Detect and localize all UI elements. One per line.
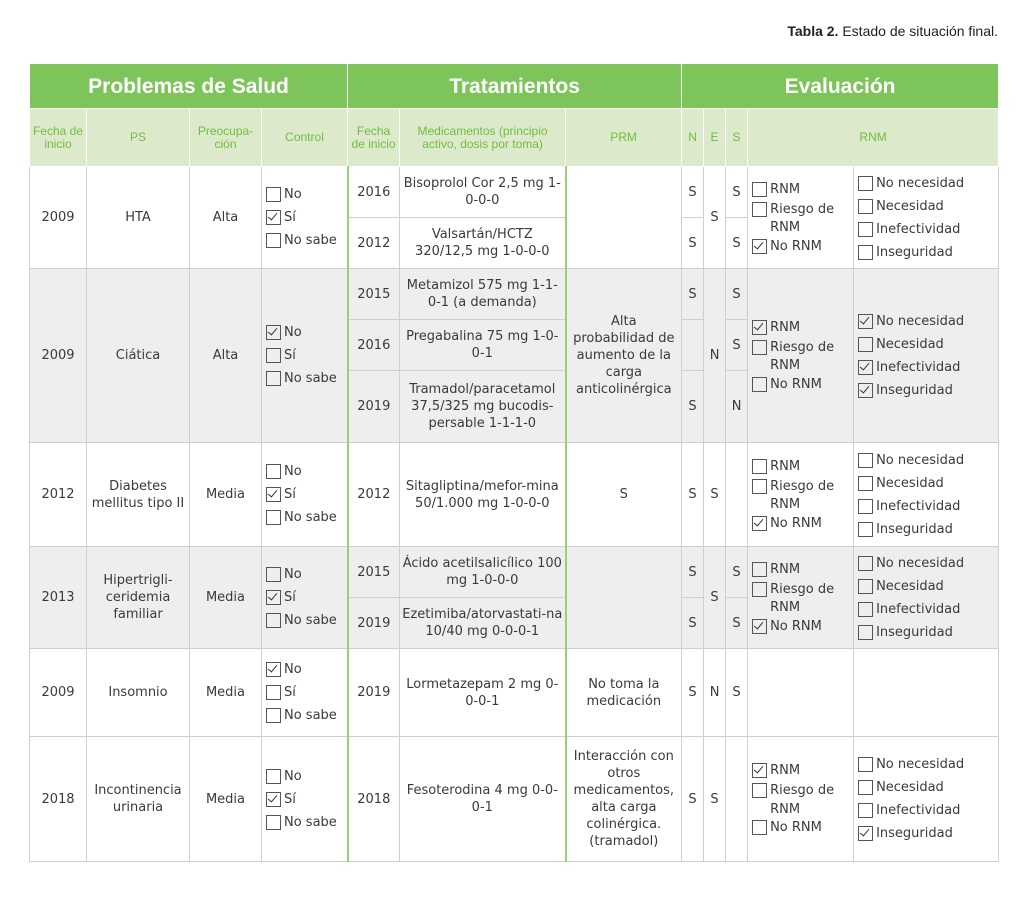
necesidad-option (858, 333, 996, 356)
cell-fecha-tratamiento: 2019 (348, 371, 400, 443)
unchecked-box-icon (858, 522, 873, 537)
cell-preocupacion: Media (190, 547, 262, 649)
control-no (266, 658, 345, 681)
cell-medicamento: Pregabalina 75 mg 1-0-0-1 (400, 320, 566, 371)
table-body (30, 167, 999, 862)
control-si (266, 483, 345, 506)
cell-prm: S (566, 443, 682, 547)
no-necesidad-option (858, 310, 996, 333)
unchecked-box-icon (266, 348, 281, 363)
checked-box-icon (752, 516, 767, 531)
checkbox-label: No (284, 662, 302, 677)
cell-e: S (704, 547, 726, 649)
control-no (266, 183, 345, 206)
no-necesidad-option (858, 753, 996, 776)
cell-preocupacion: Media (190, 737, 262, 862)
riesgo-option-line2: RNM (770, 600, 801, 615)
control-no (266, 765, 345, 788)
unchecked-box-icon (858, 337, 873, 352)
unchecked-box-icon (266, 815, 281, 830)
control-si (266, 586, 345, 609)
unchecked-box-icon (266, 708, 281, 723)
checkbox-label: No necesidad (876, 757, 965, 772)
cell-s: S (726, 598, 748, 649)
checkbox-label: Riesgo de (770, 783, 835, 798)
inseguridad-option (858, 379, 996, 402)
col-e: E (704, 109, 726, 167)
control-no-sabe (266, 229, 345, 252)
necesidad-option (858, 776, 996, 799)
unchecked-box-icon (858, 780, 873, 795)
checkbox-label: Inseguridad (876, 624, 953, 640)
control-no (266, 563, 345, 586)
unchecked-box-icon (752, 783, 767, 798)
inefectividad-option (858, 598, 996, 621)
control-no-sabe (266, 506, 345, 529)
col-s: S (726, 109, 748, 167)
necesidad-option (858, 472, 996, 495)
unchecked-box-icon (858, 453, 873, 468)
rnm-option (752, 761, 851, 781)
unchecked-box-icon (752, 562, 767, 577)
col-preocupacion: Preocupa-ción (190, 109, 262, 167)
inseguridad-option (858, 518, 996, 541)
unchecked-box-icon (858, 556, 873, 571)
cell-control (262, 649, 348, 737)
unchecked-box-icon (858, 245, 873, 260)
riesgo-option-line (752, 199, 851, 219)
cell-n (682, 320, 704, 371)
checkbox-label: Riesgo de (770, 339, 835, 355)
cell-n: S (682, 269, 704, 320)
checkbox-label: No RNM (770, 618, 822, 634)
checkbox-label: No necesidad (876, 175, 965, 191)
cell-s: S (726, 320, 748, 371)
cell-fecha-tratamiento: 2019 (348, 598, 400, 649)
unchecked-box-icon (858, 499, 873, 514)
checkbox-label: Necesidad (876, 198, 944, 214)
checkbox-label: No necesidad (876, 452, 965, 468)
control-si (266, 788, 345, 811)
riesgo-option (752, 579, 851, 616)
cell-s: N (726, 371, 748, 443)
rnm-option (752, 559, 851, 579)
riesgo-option (752, 337, 851, 374)
necesidad-option (858, 575, 996, 598)
checkbox-label: No sabe (284, 510, 337, 525)
cell-s: S (726, 218, 748, 269)
cell-rnm-right (854, 649, 999, 737)
col-fecha-tratamiento: Fecha de inicio (348, 109, 400, 167)
cell-fecha: 2009 (30, 167, 87, 269)
cell-n: S (682, 443, 704, 547)
col-n: N (682, 109, 704, 167)
cell-rnm-left (748, 649, 854, 737)
control-no-sabe (266, 811, 345, 834)
cell-prm: Alta probabilidad de aumento de la carga anticolinérgica (566, 269, 682, 443)
group-header-evaluacion: Evaluación (682, 64, 999, 109)
unchecked-box-icon (266, 464, 281, 479)
cell-n: S (682, 649, 704, 737)
cell-n: S (682, 737, 704, 862)
cell-e: N (704, 649, 726, 737)
checked-box-icon (858, 314, 873, 329)
unchecked-box-icon (858, 803, 873, 818)
col-control: Control (262, 109, 348, 167)
caption-text: Estado de situación final. (838, 23, 998, 39)
cell-prm (566, 547, 682, 649)
control-no (266, 321, 345, 344)
riesgo-option-line (752, 476, 851, 496)
no-necesidad-option (858, 172, 996, 195)
unchecked-box-icon (752, 340, 767, 355)
checkbox-label: No (284, 464, 302, 479)
unchecked-box-icon (858, 222, 873, 237)
unchecked-box-icon (266, 769, 281, 784)
cell-control (262, 547, 348, 649)
checkbox-label: Inseguridad (876, 382, 953, 398)
checkbox-label: Inefectividad (876, 498, 961, 514)
riesgo-option (752, 476, 851, 513)
cell-rnm-left (748, 269, 854, 443)
cell-e: S (704, 443, 726, 547)
cell-medicamento: Ácido acetilsalicílico 100 mg 1-0-0-0 (400, 547, 566, 598)
checkbox-label: Necesidad (876, 336, 944, 352)
checkbox-label: Inefectividad (876, 601, 961, 617)
inefectividad-option (858, 799, 996, 822)
checkbox-label: No sabe (284, 814, 337, 830)
cell-fecha: 2009 (30, 269, 87, 443)
cell-n: S (682, 167, 704, 218)
col-medicamentos: Medicamentos (principio activo, dosis por toma) (400, 109, 566, 167)
no-necesidad-option (858, 449, 996, 472)
cell-fecha: 2009 (30, 649, 87, 737)
unchecked-box-icon (266, 371, 281, 386)
unchecked-box-icon (266, 510, 281, 525)
cell-s: S (726, 167, 748, 218)
checkbox-label: Inseguridad (876, 521, 953, 537)
checkbox-label: Sí (284, 685, 296, 700)
cell-s: S (726, 547, 748, 598)
unchecked-box-icon (858, 176, 873, 191)
cell-n: S (682, 547, 704, 598)
cell-fecha: 2012 (30, 443, 87, 547)
inefectividad-option (858, 218, 996, 241)
no-rnm-option (752, 236, 851, 256)
cell-fecha-tratamiento: 2015 (348, 547, 400, 598)
riesgo-option (752, 199, 851, 236)
cell-medicamento: Tramadol/paracetamol 37,5/325 mg bucodis-persable 1-1-1-0 (400, 371, 566, 443)
unchecked-box-icon (266, 685, 281, 700)
unchecked-box-icon (858, 625, 873, 640)
cell-ps: Hipertrigli-ceridemia familiar (87, 547, 190, 649)
health-status-table (29, 63, 999, 862)
cell-ps: Insomnio (87, 649, 190, 737)
group-header-tratamientos: Tratamientos (348, 64, 682, 109)
checkbox-label: RNM (770, 181, 801, 197)
unchecked-box-icon (266, 233, 281, 248)
unchecked-box-icon (858, 602, 873, 617)
unchecked-box-icon (858, 579, 873, 594)
checkbox-label: Sí (284, 791, 296, 807)
cell-medicamento: Metamizol 575 mg 1-1-0-1 (a demanda) (400, 269, 566, 320)
unchecked-box-icon (266, 187, 281, 202)
riesgo-option (752, 781, 851, 818)
cell-rnm-right (854, 737, 999, 862)
checkbox-label: No sabe (284, 708, 337, 723)
cell-medicamento: Lormetazepam 2 mg 0-0-0-1 (400, 649, 566, 737)
checkbox-label: RNM (770, 319, 801, 335)
cell-rnm-right (854, 443, 999, 547)
checkbox-label: No necesidad (876, 313, 965, 329)
cell-rnm-left (748, 167, 854, 269)
rnm-option (752, 456, 851, 476)
cell-n: S (682, 598, 704, 649)
unchecked-box-icon (266, 613, 281, 628)
checked-box-icon (752, 619, 767, 634)
cell-fecha-tratamiento: 2016 (348, 320, 400, 371)
checked-box-icon (266, 487, 281, 502)
cell-fecha-tratamiento: 2012 (348, 218, 400, 269)
riesgo-option-line (752, 337, 851, 357)
col-rnm: RNM (748, 109, 999, 167)
checkbox-label: Inefectividad (876, 803, 961, 818)
checkbox-label: Sí (284, 590, 296, 605)
checkbox-label: Necesidad (876, 475, 944, 491)
no-rnm-option (752, 374, 851, 394)
table-row (30, 547, 999, 598)
cell-control (262, 443, 348, 547)
checked-box-icon (266, 662, 281, 677)
unchecked-box-icon (752, 459, 767, 474)
cell-s (726, 443, 748, 547)
unchecked-box-icon (266, 567, 281, 582)
checkbox-label: No sabe (284, 613, 337, 628)
necesidad-option (858, 195, 996, 218)
cell-rnm-left (748, 737, 854, 862)
riesgo-option-line2: RNM (770, 358, 801, 373)
table-caption (787, 23, 998, 39)
cell-fecha: 2013 (30, 547, 87, 649)
cell-s: S (726, 649, 748, 737)
table-row (30, 443, 999, 547)
col-ps: PS (87, 109, 190, 167)
unchecked-box-icon (752, 377, 767, 392)
checked-box-icon (266, 325, 281, 340)
unchecked-box-icon (752, 820, 767, 835)
cell-rnm-right (854, 269, 999, 443)
inseguridad-option (858, 241, 996, 264)
checkbox-label: No RNM (770, 376, 822, 392)
rnm-option (752, 317, 851, 337)
riesgo-option-line (752, 579, 851, 599)
checkbox-label: Inefectividad (876, 359, 961, 375)
checked-box-icon (752, 763, 767, 778)
no-rnm-option (752, 818, 851, 838)
cell-preocupacion: Media (190, 649, 262, 737)
control-si (266, 344, 345, 367)
checkbox-label: RNM (770, 763, 801, 778)
table-row (30, 269, 999, 320)
cell-prm: No toma la medicación (566, 649, 682, 737)
cell-medicamento: Fesoterodina 4 mg 0-0-0-1 (400, 737, 566, 862)
cell-s (726, 737, 748, 862)
unchecked-box-icon (858, 757, 873, 772)
cell-medicamento: Bisoprolol Cor 2,5 mg 1-0-0-0 (400, 167, 566, 218)
checkbox-label: No RNM (770, 238, 822, 254)
cell-ps: Ciática (87, 269, 190, 443)
checkbox-label: No sabe (284, 371, 337, 386)
cell-control (262, 167, 348, 269)
cell-rnm-left (748, 443, 854, 547)
cell-n: S (682, 371, 704, 443)
cell-medicamento: Sitagliptina/mefor-mina 50/1.000 mg 1-0-0-0 (400, 443, 566, 547)
checkbox-label: No (284, 325, 302, 340)
cell-prm: Interacción con otros medicamentos, alta carga colinérgica. (tramadol) (566, 737, 682, 862)
rnm-option (752, 179, 851, 199)
checkbox-label: No (284, 187, 302, 202)
checkbox-label: No (284, 768, 302, 784)
checkbox-label: No sabe (284, 233, 337, 248)
cell-preocupacion: Alta (190, 269, 262, 443)
cell-rnm-left (748, 547, 854, 649)
checkbox-label: RNM (770, 458, 801, 474)
no-rnm-option (752, 616, 851, 636)
checked-box-icon (266, 590, 281, 605)
checked-box-icon (858, 383, 873, 398)
checkbox-label: No necesidad (876, 555, 965, 571)
control-no-sabe (266, 609, 345, 632)
riesgo-option-line (752, 781, 851, 801)
cell-fecha: 2018 (30, 737, 87, 862)
checkbox-label: No (284, 567, 302, 582)
cell-s: S (726, 269, 748, 320)
cell-ps: Diabetes mellitus tipo II (87, 443, 190, 547)
cell-rnm-right (854, 547, 999, 649)
unchecked-box-icon (858, 476, 873, 491)
checkbox-label: Sí (284, 210, 296, 225)
cell-e: N (704, 269, 726, 443)
cell-rnm-right (854, 167, 999, 269)
control-si (266, 681, 345, 704)
unchecked-box-icon (752, 202, 767, 217)
table-row (30, 649, 999, 737)
cell-e: S (704, 167, 726, 269)
checked-box-icon (266, 792, 281, 807)
cell-fecha-tratamiento: 2019 (348, 649, 400, 737)
checkbox-label: No RNM (770, 515, 822, 531)
cell-ps: HTA (87, 167, 190, 269)
control-no-sabe (266, 367, 345, 390)
checkbox-label: Inefectividad (876, 221, 961, 237)
inseguridad-option (858, 822, 996, 845)
col-prm: PRM (566, 109, 682, 167)
cell-control (262, 737, 348, 862)
checked-box-icon (858, 826, 873, 841)
checkbox-label: No RNM (770, 820, 822, 835)
unchecked-box-icon (752, 582, 767, 597)
control-si (266, 206, 345, 229)
cell-e: S (704, 737, 726, 862)
cell-control (262, 269, 348, 443)
unchecked-box-icon (752, 182, 767, 197)
checkbox-label: RNM (770, 561, 801, 577)
checkbox-label: Riesgo de (770, 478, 835, 494)
cell-medicamento: Valsartán/HCTZ 320/12,5 mg 1-0-0-0 (400, 218, 566, 269)
cell-fecha-tratamiento: 2016 (348, 167, 400, 218)
cell-preocupacion: Media (190, 443, 262, 547)
no-necesidad-option (858, 552, 996, 575)
cell-fecha-tratamiento: 2018 (348, 737, 400, 862)
unchecked-box-icon (752, 479, 767, 494)
checked-box-icon (266, 210, 281, 225)
checked-box-icon (752, 239, 767, 254)
checkbox-label: Riesgo de (770, 201, 835, 217)
inseguridad-option (858, 621, 996, 644)
inefectividad-option (858, 495, 996, 518)
table-row (30, 167, 999, 218)
checkbox-label: Necesidad (876, 578, 944, 594)
group-header-problemas: Problemas de Salud (30, 64, 348, 109)
riesgo-option-line2: RNM (770, 220, 801, 235)
cell-prm (566, 167, 682, 269)
checkbox-label: Sí (284, 348, 296, 363)
checkbox-label: Sí (284, 487, 296, 502)
riesgo-option-line2: RNM (770, 497, 801, 512)
caption-label: Tabla 2. (787, 23, 839, 39)
table-row (30, 737, 999, 862)
cell-n: S (682, 218, 704, 269)
checkbox-label: Necesidad (876, 780, 944, 795)
control-no (266, 460, 345, 483)
riesgo-option-line2: RNM (770, 801, 801, 817)
checkbox-label: Inseguridad (876, 826, 953, 841)
col-fecha: Fecha de inicio (30, 109, 87, 167)
cell-medicamento: Ezetimiba/atorvastati-na 10/40 mg 0-0-0-1 (400, 598, 566, 649)
cell-preocupacion: Alta (190, 167, 262, 269)
unchecked-box-icon (858, 199, 873, 214)
checked-box-icon (858, 360, 873, 375)
checked-box-icon (752, 320, 767, 335)
checkbox-label: Inseguridad (876, 244, 953, 260)
control-no-sabe (266, 704, 345, 727)
cell-fecha-tratamiento: 2015 (348, 269, 400, 320)
cell-ps: Incontinencia urinaria (87, 737, 190, 862)
checkbox-label: Riesgo de (770, 581, 835, 597)
no-rnm-option (752, 513, 851, 533)
cell-fecha-tratamiento: 2012 (348, 443, 400, 547)
inefectividad-option (858, 356, 996, 379)
